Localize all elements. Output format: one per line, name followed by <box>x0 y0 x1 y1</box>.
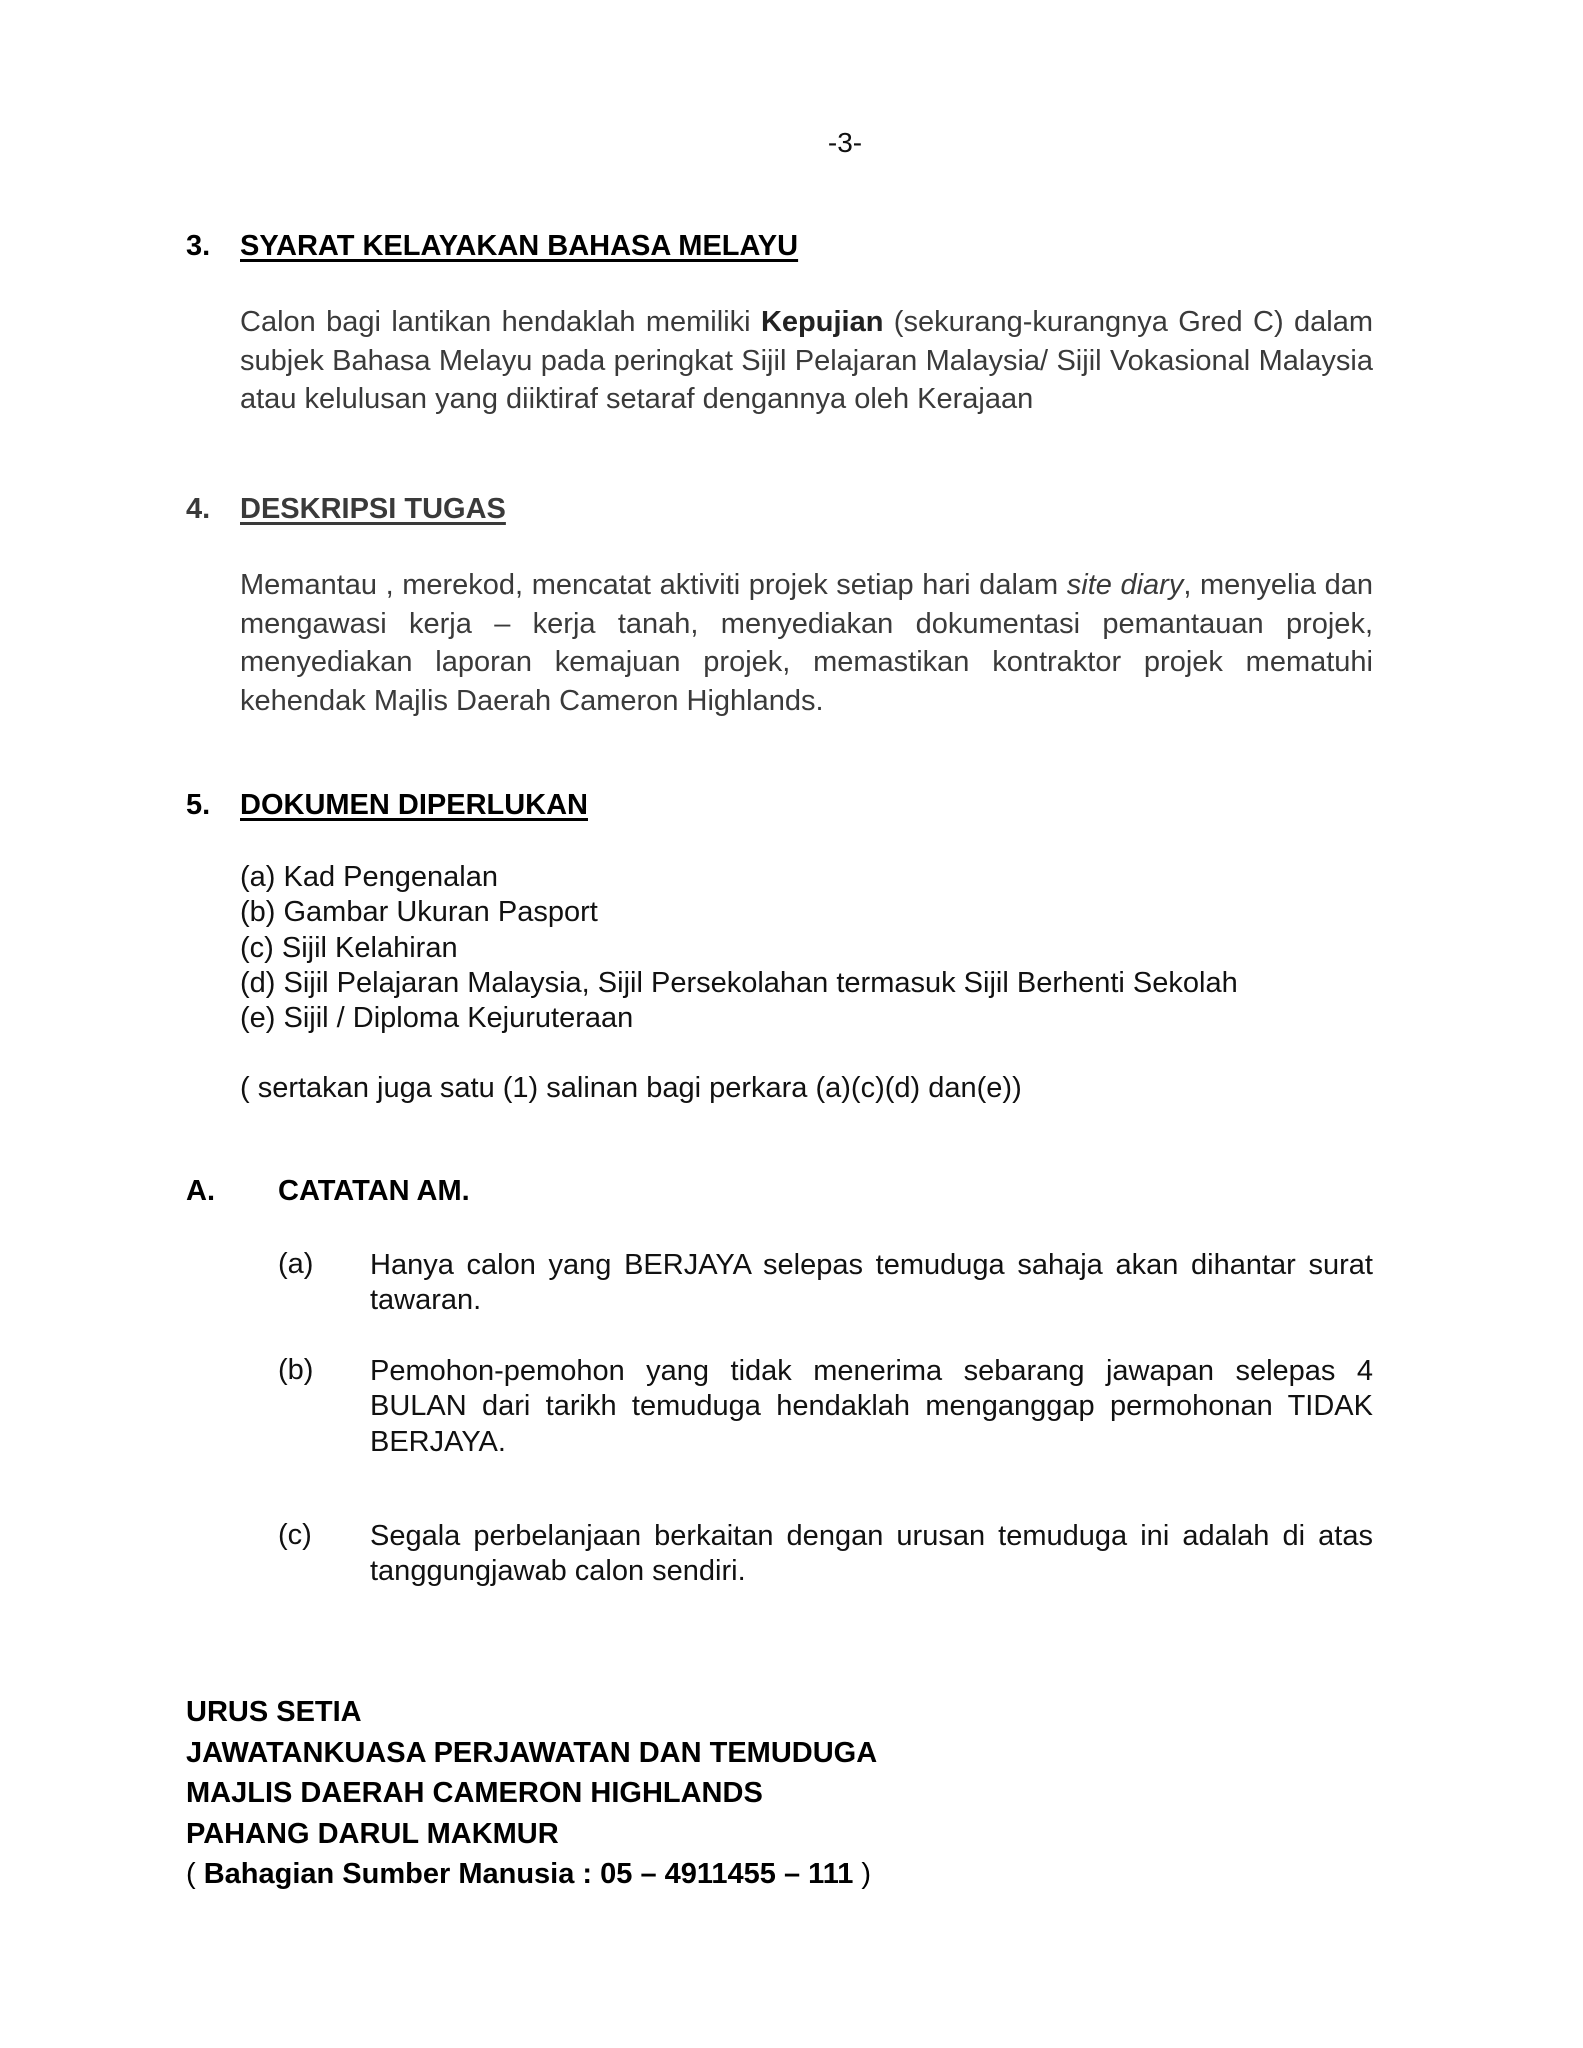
list-item: (c) Sijil Kelahiran <box>240 931 458 964</box>
section-number: 5. <box>186 789 211 821</box>
body-italic-text: site diary <box>1066 569 1184 601</box>
signature-line: JAWATANKUASA PERJAWATAN DAN TEMUDUGA <box>186 1736 878 1769</box>
copy-note: ( sertakan juga satu (1) salinan bagi perkara (a)(c)(d) dan(e)) <box>240 1072 1022 1104</box>
item-label: (b) <box>278 1354 314 1386</box>
page-number: -3- <box>827 127 863 158</box>
section-title: CATATAN AM. <box>278 1175 470 1207</box>
signature-line: URUS SETIA <box>186 1696 362 1728</box>
list-item: (b) Gambar Ukuran Pasport <box>240 896 598 929</box>
contact-text: Bahagian Sumber Manusia : 05 – 4911455 – 111 <box>203 1858 854 1890</box>
list-item: (a) Kad Pengenalan <box>240 861 498 893</box>
item-label: (a) <box>278 1248 314 1280</box>
item-text: Pemohon-pemohon yang tidak menerima sebarang jawapan selepas 4 BULAN dari tarikh temuduga hendaklah menganggap permohonan TIDAK BERJAYA. <box>370 1355 1373 1458</box>
body-text: Calon bagi lantikan hendaklah memiliki <box>240 306 761 338</box>
document-list <box>240 860 1238 1036</box>
body-text: , menyelia dan mengawasi kerja – kerja tanah, menyediakan dokumentasi pemantauan projek, menyediakan laporan kemajuan projek, memastikan kontraktor projek mematuhi kehendak Majlis Daerah Cameron Highlands. <box>240 569 1374 717</box>
body-text: Memantau , merekod, mencatat aktiviti projek setiap hari dalam <box>240 569 1067 601</box>
section-letter: A. <box>186 1175 215 1207</box>
body-bold-text: Kepujian <box>760 306 884 338</box>
item-text: Hanya calon yang BERJAYA selepas temuduga sahaja akan dihantar surat tawaran. <box>370 1249 1373 1317</box>
list-item: (d) Sijil Pelajaran Malaysia, Sijil Persekolahan termasuk Sijil Berhenti Sekolah <box>240 966 1238 999</box>
contact-line <box>186 1854 877 1895</box>
section-body <box>240 303 1373 419</box>
signature-block <box>186 1692 877 1895</box>
paren-open: ( <box>186 1858 204 1890</box>
signature-line: PAHANG DARUL MAKMUR <box>186 1817 559 1850</box>
section-body <box>240 566 1373 720</box>
list-item: (e) Sijil / Diploma Kejuruteraan <box>240 1002 634 1035</box>
section-title: SYARAT KELAYAKAN BAHASA MELAYU <box>240 230 799 262</box>
signature-line: MAJLIS DAERAH CAMERON HIGHLANDS <box>186 1777 763 1809</box>
item-label: (c) <box>278 1519 312 1551</box>
section-title: DOKUMEN DIPERLUKAN <box>240 789 588 821</box>
section-number: 3. <box>186 230 211 262</box>
section-number: 4. <box>186 493 211 525</box>
body-text: (sekurang-kurangnya Gred C) dalam subjek Bahasa Melayu pada peringkat Sijil Pelajaran Malaysia/ Sijil Vokasional Malaysia atau kelulusan yang diiktiraf setaraf dengannya oleh Kerajaan <box>240 306 1373 415</box>
item-text: Segala perbelanjaan berkaitan dengan urusan temuduga ini adalah di atas tanggungjawab calon sendiri. <box>370 1520 1373 1588</box>
section-title: DESKRIPSI TUGAS <box>240 493 506 525</box>
paren-close: ) <box>853 1858 872 1890</box>
